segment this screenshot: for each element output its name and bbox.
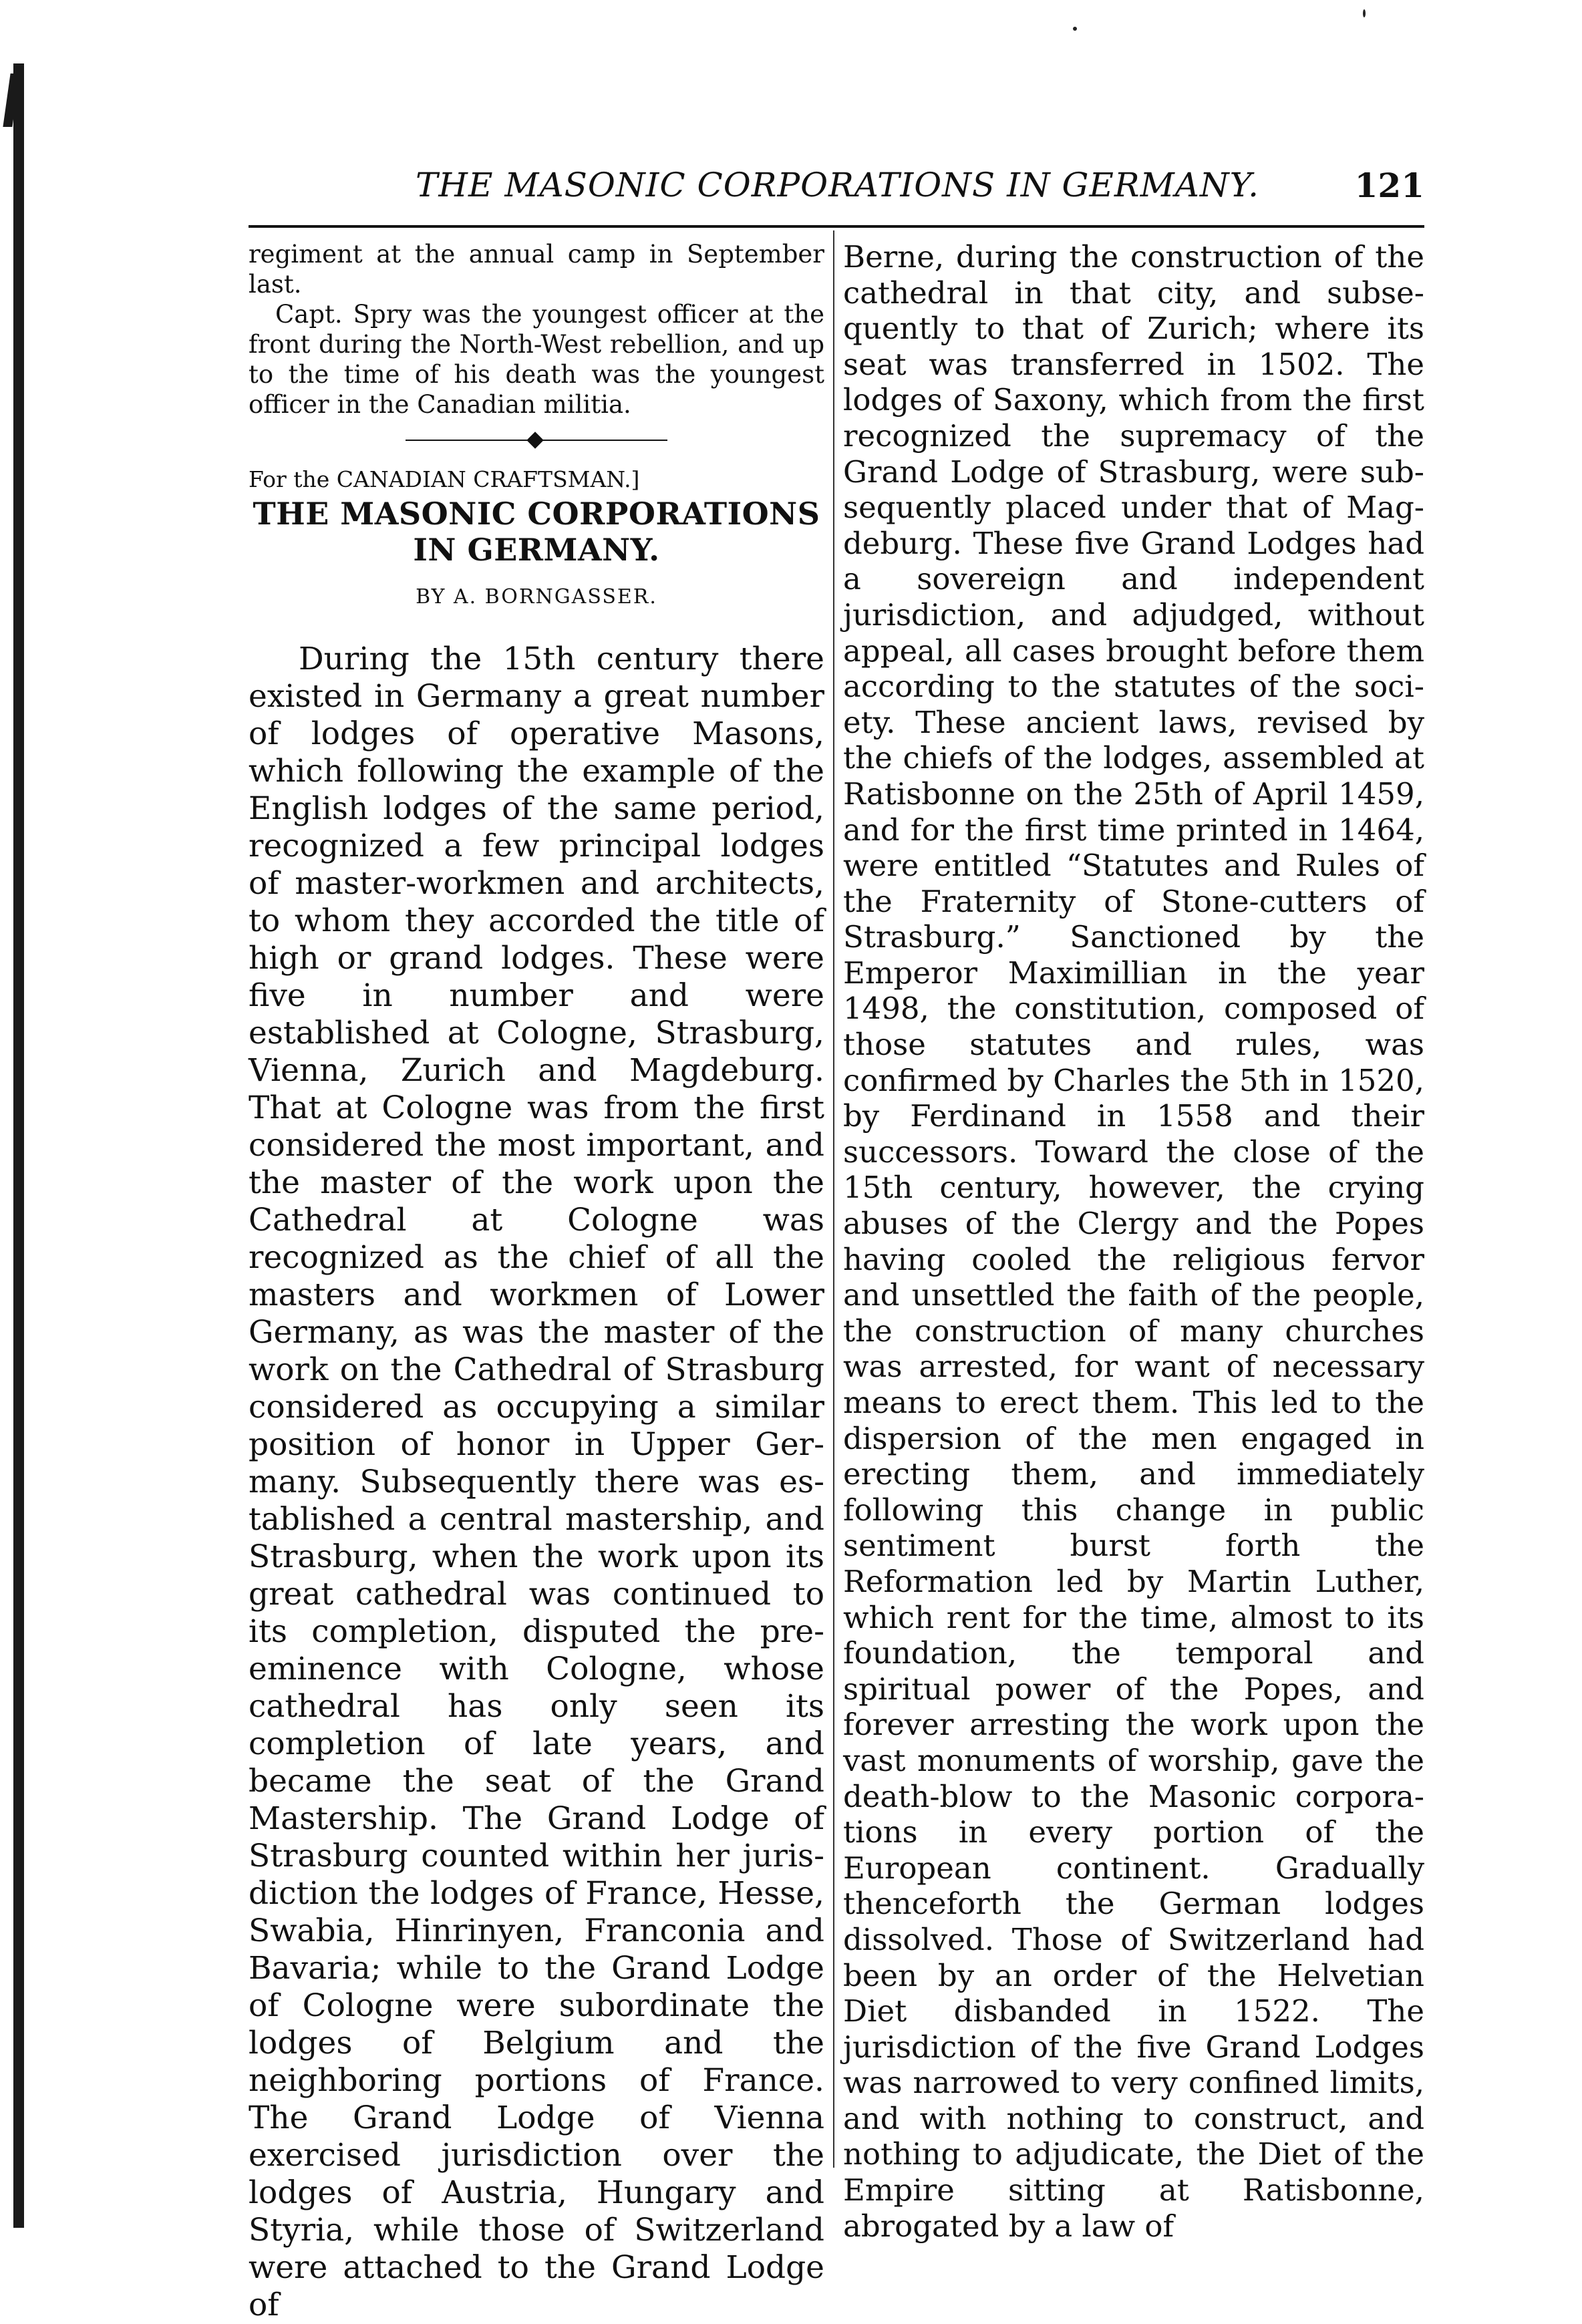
header-rule — [249, 225, 1424, 228]
article-byline: BY A. BORNGASSER. — [416, 585, 657, 609]
left-column — [249, 239, 824, 2324]
page-number: 121 — [1354, 166, 1424, 205]
column-divider — [833, 230, 834, 2168]
ornament-diamond — [526, 432, 543, 448]
running-title: THE MASONIC CORPORATIONS IN GERMANY. — [416, 166, 1260, 204]
officer-note: Capt. Spry was the youngest officer at the front during the North-West rebellion, and up to the time of his death was the youngest officer in the Canadian militia. — [249, 300, 824, 419]
article-credit: For the CANADIAN CRAFTSMAN.] — [249, 466, 640, 492]
article-body-right: Berne, during the construction of the cathedral in that city, and subsequently to that of Zurich; where its seat was transferred in 1502. The lodges of Saxony, which from the first recognized the supremacy of the Grand Lodge of Strasburg, were subsequently placed under that of Magdeburg. These five Grand Lodges had a sovereign and independent jurisdiction, and adjudged, without appeal, all cases brought before them according to the statutes of the society. These ancient laws, revised by the chiefs of the lodges, assembled at Ratisbonne on the 25th of April 1459, and for the first time printed in 1464, were entitled “Statutes and Rules of the Fraternity of Stone-cutters of Strasburg.” Sanctioned by the Emperor Maximillian in the year 1498, the constitution, composed of those statutes and rules, was confirmed by Charles the 5th in 1520, by Ferdinand in 1558 and their successors. Toward the close of the 15th century, however, the crying abuses of the Clergy and the Popes having cooled the religious fervor and unsettled the faith of the people, the construction of many churches was arrested, for want of necessary means to erect them. This led to the dispersion of the men engaged in erecting them, and immediately following this change in public sentiment burst forth the Reformation led by Martin Luther, which rent for the time, almost to its foundation, the temporal and spiritual power of the Popes, and forever arresting the work upon the vast monuments of worship, gave the death-blow to the Masonic corporations in every portion of the European continent. Gradually thenceforth the German lodges dissolved. Those of Switzerland had been by an order of the Helvetian Diet disbanded in 1522. The jurisdiction of the five Grand Lodges was narrowed to very confined limits, and with nothing to construct, and nothing to adjudicate, the Diet of the Empire sitting at Ratisbonne, abrogated by a law of — [843, 239, 1424, 2244]
preceding-article-end: regiment at the annual camp in September last. — [249, 240, 824, 299]
section-ornament — [249, 420, 824, 460]
article-title: THE MASONIC CORPORATIONS IN GERMANY. — [253, 496, 820, 568]
preceding-article-tail — [249, 239, 824, 420]
running-head — [249, 166, 1424, 219]
article-body-left: During the 15th century there existed in Germany a great number of lodges of operative Masons, which following the example of the English lodges of the same period, recognized a few principal lodges of master-workmen and architects, to whom they accorded the title of high or grand lodges. These were five in number and were established at Cologne, Strasburg, Vienna, Zurich and Magdeburg. That at Cologne was from the first considered the most important, and the master of the work upon the Cathedral at Cologne was recognized as the chief of all the masters and workmen of Lower Germany, as was the master of the work on the Cathedral of Strasburg considered as occupying a similar position of honor in Upper Germany. Subsequently there was established a central mastership, and Strasburg, when the work upon its great cathedral was continued to its completion, disputed the pre-eminence with Cologne, whose cathedral has only seen its completion of late years, and became the seat of the Grand Mastership. The Grand Lodge of Strasburg counted within her jurisdiction the lodges of France, Hesse, Swabia, Hinrinyen, Franconia and Bavaria; while to the Grand Lodge of Cologne were subordinate the lodges of Belgium and the neighboring portions of France. The Grand Lodge of Vienna exercised jurisdiction over the lodges of Austria, Hungary and Styria, while those of Switzerland were attached to the Grand Lodge of — [249, 641, 824, 2323]
page-spine-edge — [13, 63, 24, 2228]
right-column — [843, 239, 1424, 2244]
